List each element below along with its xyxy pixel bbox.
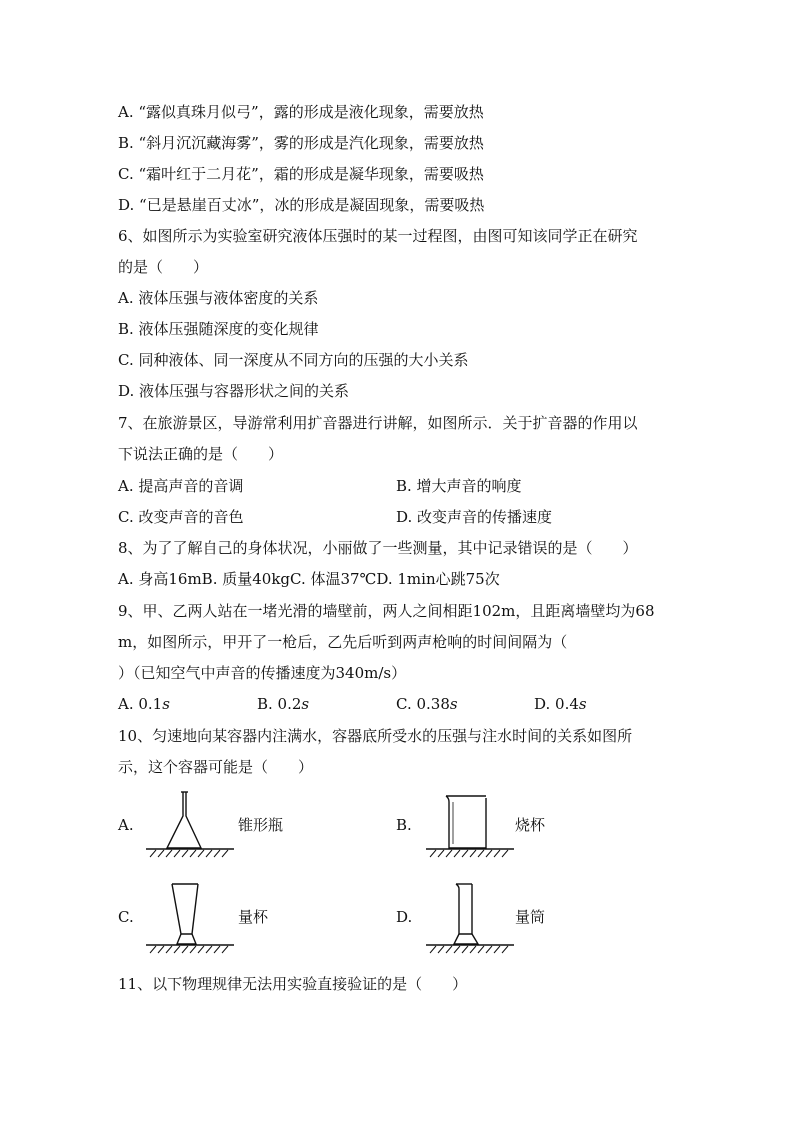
q10-option-d-name: 量筒 xyxy=(515,908,546,926)
q9-stem-line2: m，如图所示，甲开了一枪后，乙先后听到两声枪响的时间间隔为（ xyxy=(118,633,568,651)
q5-option-d: D. “已是悬崖百丈冰”，冰的形成是凝固现象，需要吸热 xyxy=(118,196,485,214)
q6-stem-line1: 6、如图所示为实验室研究液体压强时的某一过程图，由图可知该同学正在研究 xyxy=(118,227,638,245)
q5-option-c: C. “霜叶红于二月花”，霜的形成是凝华现象，需要吸热 xyxy=(118,165,484,183)
q9-unit: s xyxy=(449,695,458,713)
q5-option-b: B. “斜月沉沉藏海雾”，雾的形成是汽化现象，需要放热 xyxy=(118,134,484,152)
q10-option-c-name: 量杯 xyxy=(238,908,269,926)
q9-stem-line3: ）（已知空气中声音的传播速度为340m/s） xyxy=(118,664,407,682)
q9-unit: s xyxy=(578,695,587,713)
q9-option-d xyxy=(534,694,587,714)
q10-option-b-name: 烧杯 xyxy=(515,816,546,834)
q9-option-a-label: A. 0.1 xyxy=(118,695,163,713)
q9-option-a xyxy=(118,694,170,714)
q7-option-b: B. 增大声音的响度 xyxy=(396,477,522,495)
measuring-cup-figure xyxy=(140,878,240,958)
q10-option-a-letter: A. xyxy=(118,816,134,834)
q9-option-d-label: D. 0.4 xyxy=(534,695,579,713)
q10-option-b-letter: B. xyxy=(396,816,412,834)
beaker-figure xyxy=(420,786,520,862)
q10-option-a-name: 锥形瓶 xyxy=(238,816,284,834)
q7-option-d: D. 改变声音的传播速度 xyxy=(396,508,553,526)
q6-option-c: C. 同种液体、同一深度从不同方向的压强的大小关系 xyxy=(118,351,469,369)
q9-option-c xyxy=(396,694,458,714)
q7-stem-line2: 下说法正确的是（ ） xyxy=(118,445,284,463)
q6-option-b: B. 液体压强随深度的变化规律 xyxy=(118,320,319,338)
q7-option-c: C. 改变声音的音色 xyxy=(118,508,244,526)
q10-option-c-letter: C. xyxy=(118,908,134,926)
q5-option-a: A. “露似真珠月似弓”，露的形成是液化现象，需要放热 xyxy=(118,103,484,121)
q9-option-b-label: B. 0.2 xyxy=(257,695,302,713)
conical-flask-figure xyxy=(140,786,240,862)
q6-stem-line2: 的是（ ） xyxy=(118,258,209,276)
q9-stem-line1: 9、甲、乙两人站在一堵光滑的墙壁前，两人之间相距102m，且距离墙壁均为68 xyxy=(118,602,655,620)
q11-stem: 11、以下物理规律无法用实验直接验证的是（ ） xyxy=(118,975,468,993)
q7-stem-line1: 7、在旅游景区，导游常利用扩音器进行讲解，如图所示．关于扩音器的作用以 xyxy=(118,414,638,432)
graduated-cylinder-figure xyxy=(420,878,520,958)
q9-option-c-label: C. 0.38 xyxy=(396,695,450,713)
q8-stem: 8、为了了解自己的身体状况，小丽做了一些测量，其中记录错误的是（ ） xyxy=(118,539,638,557)
q9-option-b xyxy=(257,694,309,714)
q8-options: A. 身高16mB. 质量40kgC. 体温37℃D. 1min心跳75次 xyxy=(118,570,500,588)
q7-option-a: A. 提高声音的音调 xyxy=(118,477,244,495)
q10-stem-line2: 示，这个容器可能是（ ） xyxy=(118,758,314,776)
q6-option-d: D. 液体压强与容器形状之间的关系 xyxy=(118,382,350,400)
q6-option-a: A. 液体压强与液体密度的关系 xyxy=(118,289,319,307)
q10-stem-line1: 10、匀速地向某容器内注满水，容器底所受水的压强与注水时间的关系如图所 xyxy=(118,727,633,745)
q9-unit: s xyxy=(162,695,170,713)
q10-option-d-letter: D. xyxy=(396,908,413,926)
q9-unit: s xyxy=(301,695,310,713)
